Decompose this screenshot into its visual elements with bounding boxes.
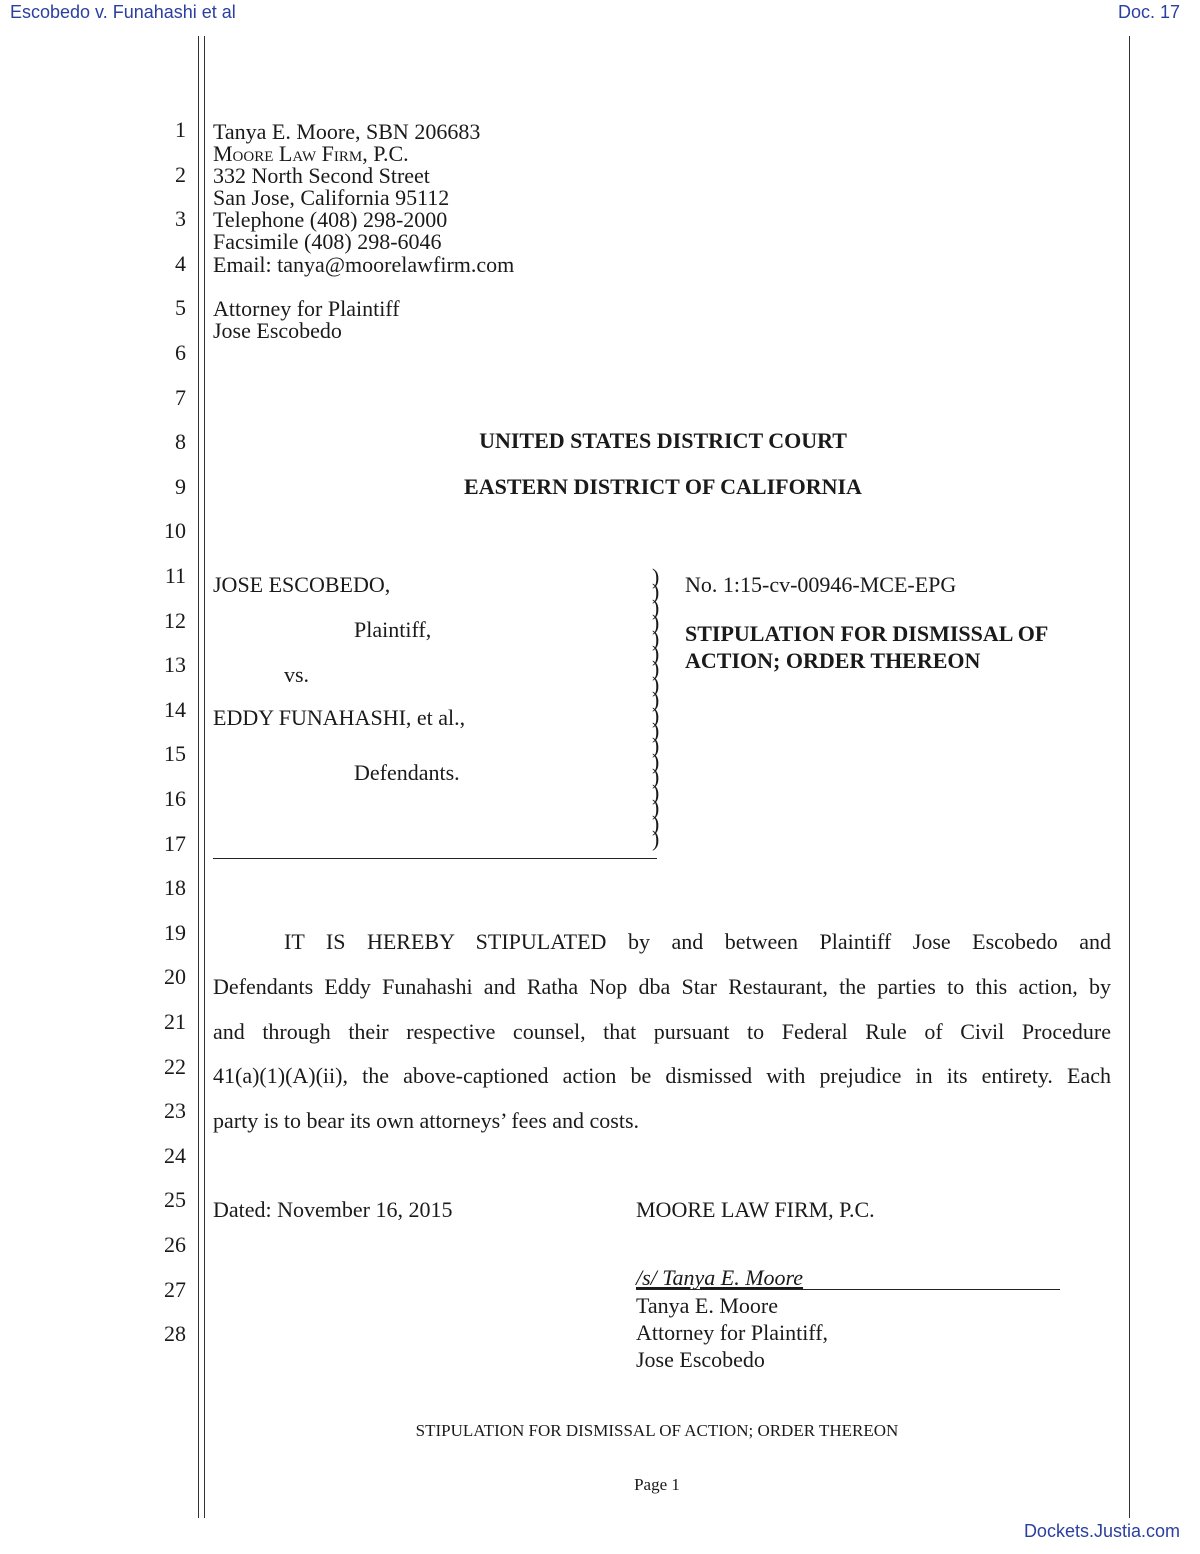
justia-watermark-link[interactable]: Dockets.Justia.com — [1023, 1521, 1180, 1541]
plaintiff-role: Plaintiff, — [354, 617, 432, 642]
line-number: 7 — [175, 384, 186, 410]
signature-line — [636, 1289, 1060, 1290]
caption-paren-column: ) ) ) ) ) ) ) ) ) ) ) ) ) ) ) ) ) ) — [652, 564, 660, 851]
body-line-3: and through their respective counsel, that pursuant to Federal Rule of Civil Procedure — [213, 1019, 1111, 1044]
line-number: 22 — [164, 1053, 186, 1079]
line-number: 23 — [164, 1098, 186, 1124]
attorney-name-line: Tanya E. Moore, SBN 206683 — [213, 119, 481, 144]
line-number: 14 — [164, 696, 186, 722]
email-line: Email: tanya@moorelawfirm.com — [213, 252, 515, 277]
plaintiff-name: JOSE ESCOBEDO, — [213, 572, 391, 597]
line-number: 26 — [164, 1232, 186, 1257]
line-number: 21 — [164, 1009, 186, 1034]
line-number: 8 — [175, 429, 186, 455]
document-title-line-1: STIPULATION FOR DISMISSAL OF — [685, 621, 1049, 646]
caption-underline — [213, 858, 657, 859]
body-line-1: IT IS HEREBY STIPULATED by and between Plaintiff Jose Escobedo and — [284, 929, 1111, 954]
court-district: EASTERN DISTRICT OF CALIFORNIA — [464, 474, 862, 499]
attorney-for-line: Attorney for Plaintiff — [213, 296, 400, 321]
line-number: 27 — [164, 1276, 186, 1302]
line-number: 10 — [164, 518, 186, 544]
signing-firm: MOORE LAW FIRM, P.C. — [636, 1197, 875, 1222]
city-line: San Jose, California 95112 — [213, 185, 450, 210]
line-number: 16 — [164, 786, 186, 811]
page-number: Page 1 — [634, 1475, 680, 1494]
telephone-line: Telephone (408) 298-2000 — [213, 207, 448, 232]
street-address-line: 332 North Second Street — [213, 163, 430, 188]
line-number: 18 — [164, 875, 186, 901]
line-number: 25 — [164, 1187, 186, 1213]
versus-label: vs. — [284, 662, 310, 687]
electronic-signature: /s/ Tanya E. Moore — [636, 1265, 804, 1290]
line-number: 17 — [164, 830, 186, 856]
facsimile-line: Facsimile (408) 298-6046 — [213, 229, 442, 254]
line-number: 19 — [164, 919, 186, 945]
document-title-line-2: ACTION; ORDER THEREON — [685, 648, 981, 673]
line-number: 15 — [164, 741, 186, 767]
line-number: 13 — [164, 652, 186, 678]
body-line-4: 41(a)(1)(A)(ii), the above-captioned action be dismissed with prejudice in its entirety. Each — [213, 1063, 1111, 1088]
case-title-link[interactable]: Escobedo v. Funahashi et al — [10, 2, 236, 22]
line-number: 11 — [164, 563, 186, 588]
client-name-line: Jose Escobedo — [213, 318, 342, 343]
body-line-5: party is to bear its own attorneys’ fees and costs. — [213, 1108, 640, 1133]
line-number: 2 — [175, 161, 186, 187]
line-number: 9 — [175, 473, 186, 499]
line-number: 12 — [164, 607, 186, 633]
dated-line: Dated: November 16, 2015 — [213, 1197, 453, 1222]
line-number: 20 — [164, 964, 186, 990]
signer-client: Jose Escobedo — [636, 1347, 765, 1372]
court-name: UNITED STATES DISTRICT COURT — [479, 428, 847, 453]
line-number: 28 — [164, 1321, 186, 1347]
left-margin-rule-outer — [198, 36, 199, 1518]
body-line-2: Defendants Eddy Funahashi and Ratha Nop dba Star Restaurant, the parties to this action, by — [213, 974, 1111, 999]
right-margin-rule — [1129, 36, 1130, 1518]
firm-name-line: Moore Law Firm, P.C. — [213, 141, 409, 166]
signer-title: Attorney for Plaintiff, — [636, 1320, 829, 1345]
line-number: 5 — [175, 295, 186, 321]
left-margin-rule-inner — [204, 36, 205, 1518]
signer-name: Tanya E. Moore — [636, 1293, 779, 1318]
line-number: 3 — [175, 206, 186, 232]
doc-number-link[interactable]: Doc. 17 — [1117, 2, 1180, 22]
footer-document-title: STIPULATION FOR DISMISSAL OF ACTION; ORDER THEREON — [415, 1421, 899, 1440]
line-number: 4 — [175, 250, 186, 276]
line-number: 24 — [164, 1142, 186, 1168]
defendant-name: EDDY FUNAHASHI, et al., — [213, 705, 466, 730]
case-number: No. 1:15-cv-00946-MCE-EPG — [685, 572, 957, 597]
line-number: 6 — [175, 340, 186, 365]
line-number: 1 — [175, 117, 186, 142]
defendant-role: Defendants. — [354, 760, 460, 785]
